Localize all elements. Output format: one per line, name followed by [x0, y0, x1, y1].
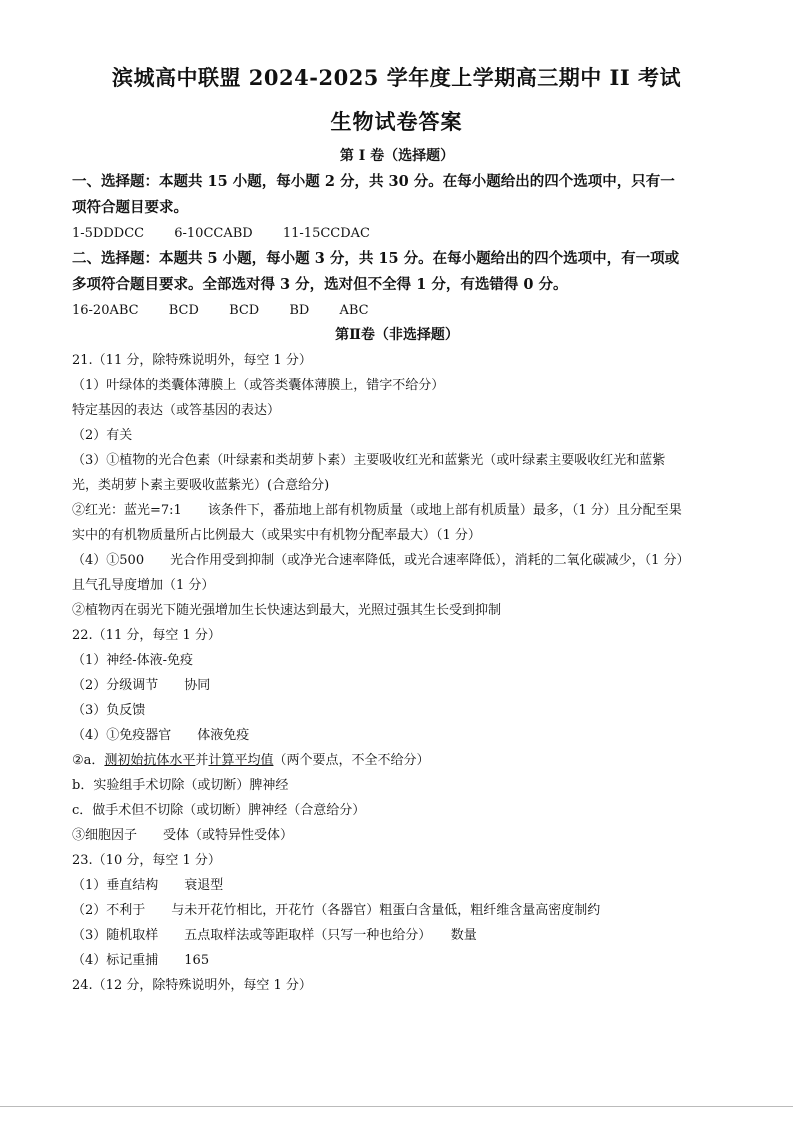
answer-line: （2）有关 — [72, 428, 133, 443]
mc-answer-group: 16-20ABC — [72, 303, 139, 318]
footer-divider — [0, 1106, 793, 1107]
exam-subtitle: 生物试卷答案 — [330, 109, 463, 134]
mc-answer-group: 11-15CCDAC — [282, 226, 370, 241]
answer-prefix: ②a． — [72, 753, 105, 768]
answer-line: ②植物丙在弱光下随光强增加生长快速达到最大，光照过强其生长受到抑制 — [72, 603, 502, 618]
answer-line: b．实验组手术切除（或切断）脾神经 — [72, 778, 289, 793]
answer-connector: 并 — [195, 753, 209, 768]
answer-line: （1）神经-体液-免疫 — [72, 653, 194, 668]
answer-line: （3）①植物的光合色素（叶绿素和类胡萝卜素）主要吸收红光和蓝紫光（或叶绿素主要吸收红光和蓝紫 — [72, 453, 666, 468]
answer-line: c．做手术但不切除（或切断）脾神经（合意给分） — [72, 803, 366, 818]
mc-answer-group: 6-10CCABD — [174, 226, 253, 241]
answer-line: （1）垂直结构 衰退型 — [72, 878, 224, 893]
answer-line: ②红光：蓝光=7:1 该条件下，番茄地上部有机物质量（或地上部有机质量）最多，（1 分）且分配至果 — [72, 503, 682, 518]
answer-line: 21.（11 分，除特殊说明外，每空 1 分） — [72, 353, 312, 368]
answer-line: （2）不利于 与未开花竹相比，开花竹（各器官）粗蛋白含量低，粗纤维含量高密度制约 — [72, 903, 601, 918]
answer-line: （1）叶绿体的类囊体薄膜上（或答类囊体薄膜上，错字不给分） — [72, 378, 445, 393]
mc-answers-row — [72, 221, 722, 246]
instruction-line: 项符合题目要求。 — [72, 199, 188, 216]
mc-answer-group: 1-5DDDCC — [72, 226, 145, 241]
answer-line: ③细胞因子 受体（或特异性受体） — [72, 828, 294, 843]
section-heading-part1: 第 Ⅰ 卷（选择题） — [339, 148, 455, 164]
instruction-line: 多项符合题目要求。全部选对得 3 分，选对但不全得 1 分，有选错得 0 分。 — [72, 276, 568, 293]
answer-line — [72, 748, 722, 773]
mc-answers-row — [72, 298, 722, 323]
mc-answer-group: BCD — [168, 303, 199, 318]
answer-line: 23.（10 分，每空 1 分） — [72, 853, 221, 868]
answer-line: （4）①500 光合作用受到抑制（或净光合速率降低，或光合速率降低），消耗的二氧化碳减少，（1 分） — [72, 553, 690, 568]
mc-answer-group: ABC — [339, 303, 369, 318]
answer-line: （4）①免疫器官 体液免疫 — [72, 728, 250, 743]
instruction-line: 一、选择题：本题共 15 小题，每小题 2 分，共 30 分。在每小题给出的四个选项中，只有一 — [72, 173, 675, 190]
mc-answer-group: BCD — [229, 303, 260, 318]
answer-line: 特定基因的表达（或答基因的表达） — [72, 403, 281, 418]
exam-title: 滨城高中联盟 2024-2025 学年度上学期高三期中 II 考试 — [112, 65, 681, 90]
answer-line: （3）随机取样 五点取样法或等距取样（只写一种也给分） 数量 — [72, 928, 477, 943]
answer-note: （两个要点，不全不给分） — [273, 753, 430, 768]
answer-line: 实中的有机物质量所占比例最大（或果实中有机物分配率最大）（1 分） — [72, 528, 481, 543]
answer-line: 22.（11 分，每空 1 分） — [72, 628, 221, 643]
instruction-line: 二、选择题：本题共 5 小题，每小题 3 分，共 15 分。在每小题给出的四个选项中，有一项或 — [72, 250, 680, 267]
answer-line: 且气孔导度增加（1 分） — [72, 578, 215, 593]
section-heading-part2: 第Ⅱ卷（非选择题） — [335, 327, 459, 343]
mc-answer-group: BD — [289, 303, 310, 318]
answer-line: （4）标记重捕 165 — [72, 953, 210, 968]
answer-line: （2）分级调节 协同 — [72, 678, 211, 693]
answer-line: 光，类胡萝卜素主要吸收蓝紫光）(合意给分) — [72, 478, 330, 493]
underlined-point: 测初始抗体水平 — [104, 753, 196, 768]
underlined-point: 计算平均值 — [208, 753, 274, 768]
answer-line: 24.（12 分，除特殊说明外，每空 1 分） — [72, 978, 312, 993]
answer-line: （3）负反馈 — [72, 703, 146, 718]
answer-content — [72, 144, 722, 998]
